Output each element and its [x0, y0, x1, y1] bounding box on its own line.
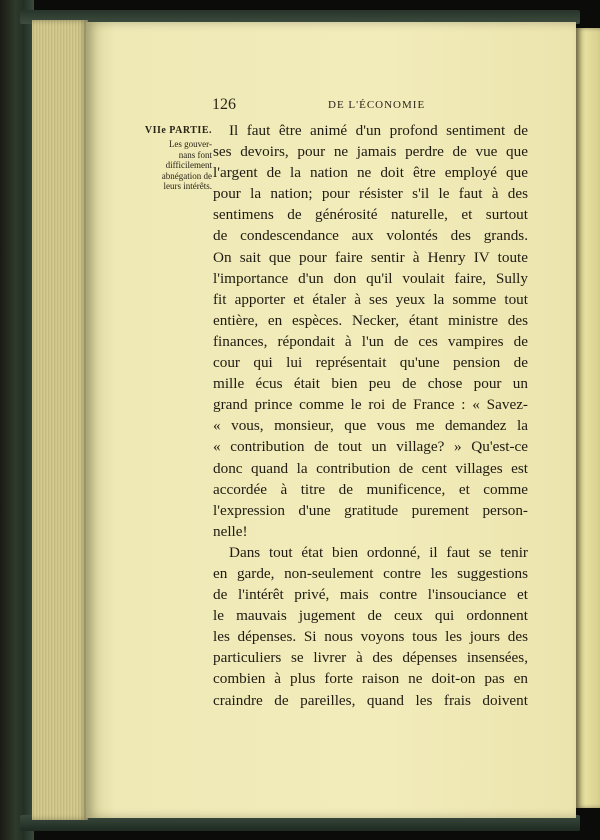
text-line: craindre de pareilles, quand les frais doivent [213, 691, 528, 709]
text-line: Il faut être animé d'un profond sentiment de [229, 122, 528, 139]
text-line: finances, répondait à l'un de ces vampires de [213, 332, 528, 350]
margin-note-line: Les gouver- [168, 139, 212, 149]
page-header [128, 96, 528, 118]
margin-note-line: difficilement [165, 160, 212, 170]
text-line: sentimens de générosité naturelle, et surtout [213, 206, 528, 224]
text-line: « vous, monsieur, que vous me demandez la [213, 417, 528, 435]
text-line: particuliers se livrer à des dépenses insensées, [213, 649, 528, 667]
text-line: accordée à titre de munificence, et comme [213, 480, 528, 498]
margin-note-line: leurs intérêts. [163, 181, 212, 191]
text-line: mille écus était bien peu de chose pour un [213, 375, 528, 393]
body-text [213, 120, 528, 711]
text-line: Dans tout état bien ordonné, il faut se tenir [229, 543, 528, 561]
text-line: pour la nation; pour résister s'il le faut à des [213, 185, 528, 203]
text-line: ses devoirs, pour ne jamais perdre de vue que [213, 143, 528, 161]
text-line: de condescendance aux volontés des grands. [213, 227, 528, 245]
text-line: l'importance d'un don qu'il voulait faire, Sully [213, 269, 528, 287]
text-line: l'argent de la nation ne doit être employé que [213, 164, 528, 182]
text-line: grand prince comme le roi de France : « Savez- [213, 396, 528, 414]
text-line: le mauvais jugement de ceux qui ordonnent [213, 607, 528, 625]
page-edges [32, 20, 88, 820]
facing-page-edge [576, 28, 600, 808]
margin-note-line: nans font [178, 149, 212, 160]
page-number: 126 [212, 96, 236, 113]
text-line: en garde, non-seulement contre les suggestions [213, 564, 528, 582]
text-line: fit apporter et étaler à ses yeux la somme tout [213, 290, 528, 308]
text-line: On sait que pour faire sentir à Henry IV toute [213, 248, 528, 266]
part-label: VIIe PARTIE. [144, 125, 212, 136]
text-line: entière, en espèces. Necker, étant ministre des [213, 311, 528, 329]
text-line: l'expression d'une gratitude purement person- [213, 501, 528, 519]
margin-note-line: abnégation de [161, 170, 212, 181]
book-cover-left [0, 0, 34, 840]
text-line: « contribution de tout un village? » Qu'est-ce [213, 438, 528, 456]
text-line: nelle! [213, 522, 248, 540]
running-title: DE L'ÉCONOMIE [328, 99, 426, 111]
text-line: de l'intérêt privé, mais contre l'insouciance et [213, 586, 528, 604]
text-line: les dépenses. Si nous voyons tous les jours des [213, 628, 528, 646]
text-line: cour qui lui représentait qu'une pension de [213, 354, 528, 372]
text-line: combien à plus forte raison ne doit-on pas en [213, 670, 528, 688]
margin-note [142, 125, 212, 192]
text-line: donc quand la contribution de cent villages est [213, 459, 528, 477]
